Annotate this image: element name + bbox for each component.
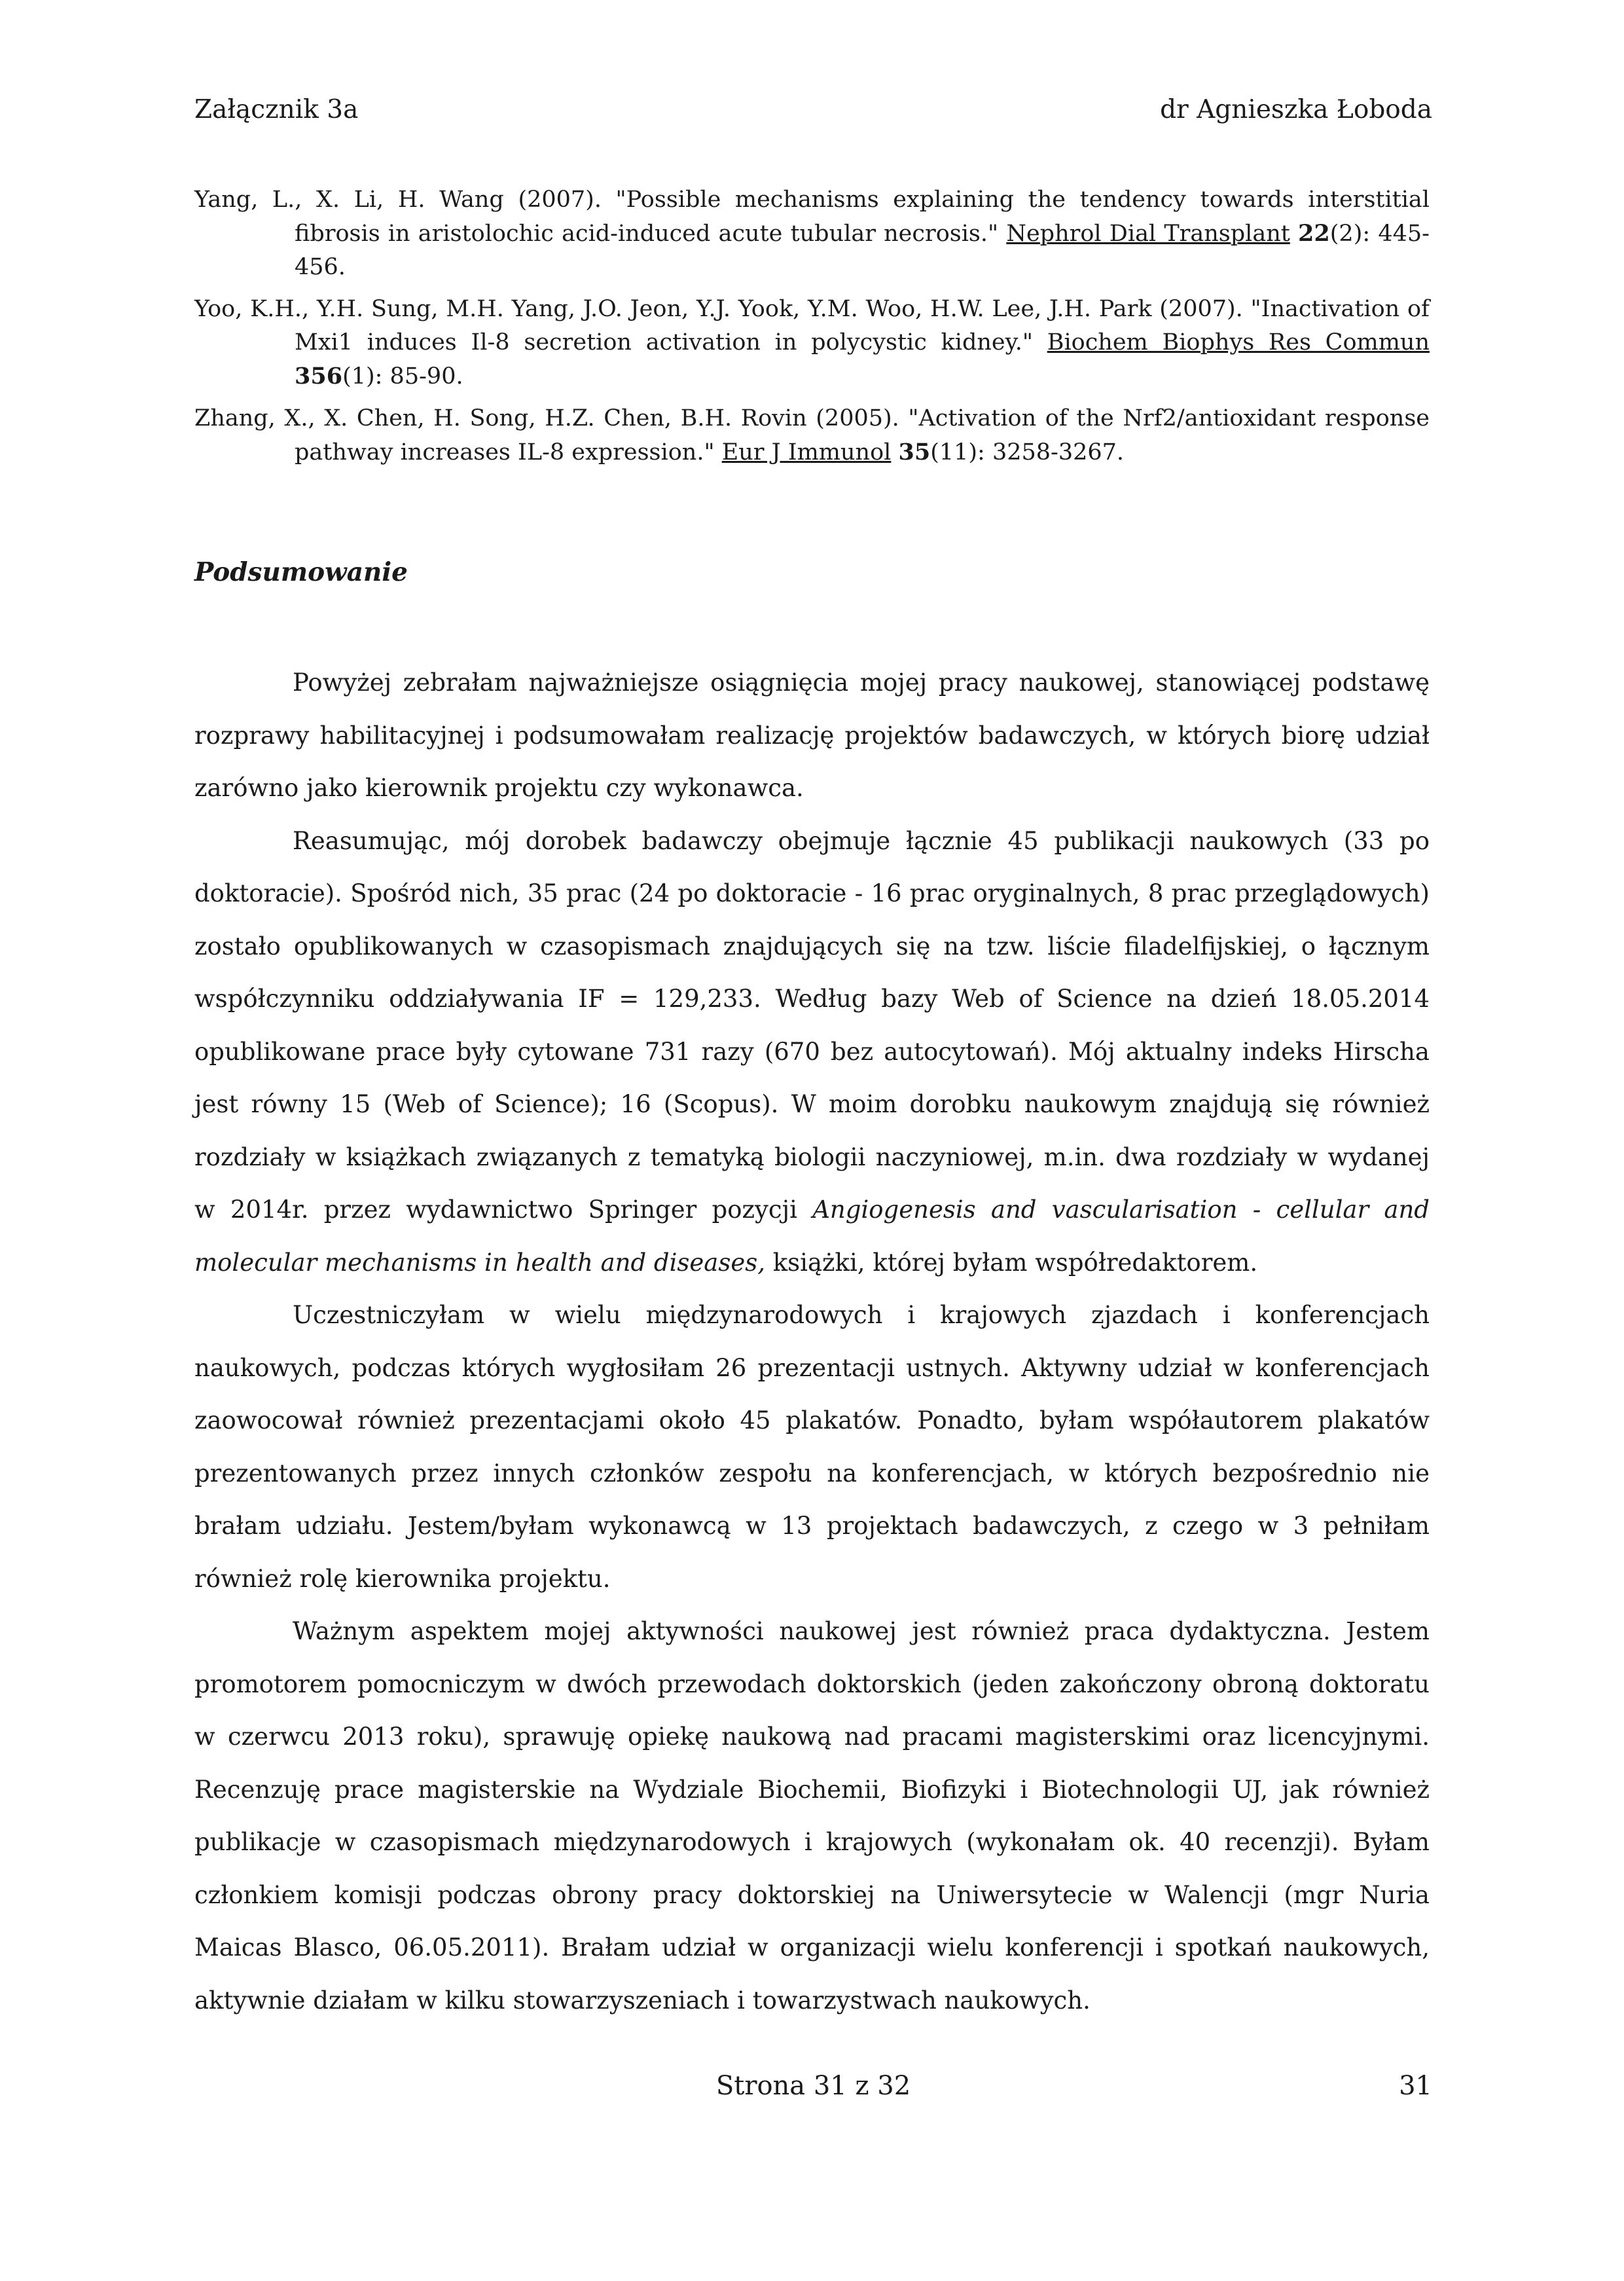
book-title: Angiogenesis and vascularisation - cellular and molecular mechanisms in health and diseases, bbox=[194, 1195, 1430, 1277]
reference-list bbox=[194, 183, 1430, 469]
journal-link[interactable]: Biochem Biophys Res Commun bbox=[1047, 329, 1430, 356]
page-footer bbox=[194, 2070, 1432, 2102]
summary-body bbox=[194, 657, 1430, 2027]
paragraph: Powyżej zebrałam najważniejsze osiągnięcia mojej pracy naukowej, stanowiącej podstawę rozprawy habilitacyjnej i podsumowałam realizację projektów badawczych, w których biorę udział zarówno jako kierownik projektu czy wykonawca. bbox=[194, 668, 1430, 802]
journal-link[interactable]: Nephrol Dial Transplant bbox=[1006, 221, 1290, 247]
paragraph: Ważnym aspektem mojej aktywności naukowej jest również praca dydaktyczna. Jestem promotorem pomocniczym w dwóch przewodach doktorskich (jeden zakończony obroną doktoratu w czerwcu 2013 roku), sprawuję opiekę naukową nad pracami magisterskimi oraz licencyjnymi. Recenzuję prace magisterskie na Wydziale Biochemii, Biofizyki i Biotechnologii UJ, jak również publikacje w czasopismach międzynarodowych i krajowych (wykonałam ok. 40 recenzji). Byłam członkiem komisji podczas obrony pracy doktorskiej na Uniwersytecie w Walencji (mgr Nuria Maicas Blasco, 06.05.2011). Brałam udział w organizacji wielu konferencji i spotkań naukowych, aktywnie działam w kilku stowarzyszeniach i towarzystwach naukowych. bbox=[194, 1617, 1430, 2015]
page-label: Strona 31 z 32 bbox=[715, 2071, 911, 2101]
journal-link[interactable]: Eur J Immunol bbox=[721, 439, 892, 465]
paragraph: Uczestniczyłam w wielu międzynarodowych i krajowych zjazdach i konferencjach naukowych, podczas których wygłosiłam 26 prezentacji ustnych. Aktywny udział w konferencjach zaowocował również prezentacjami około 45 plakatów. Ponadto, byłam współautorem plakatów prezentowanych przez innych członków zespołu na konferencjach, w których bezpośrednio nie brałam udziału. Jestem/byłam wykonawcą w 13 projektach badawczych, z czego w 3 pełniłam również rolę kierownika projektu. bbox=[194, 1301, 1430, 1593]
header-left: Załącznik 3a bbox=[194, 95, 359, 124]
reference-item: Zhang, X., X. Chen, H. Song, H.Z. Chen, B.H. Rovin (2005). "Activation of the Nrf2/antioxidant response pathway increases IL-8 expression." Eur J Immunol 35(11): 3258-3267. bbox=[194, 405, 1430, 465]
reference-item: Yoo, K.H., Y.H. Sung, M.H. Yang, J.O. Jeon, Y.J. Yook, Y.M. Woo, H.W. Lee, J.H. Park (2007). "Inactivation of Mxi1 induces Il-8 secretion activation in polycystic kidney." Biochem Biophys Res Commun 356(1): 85-90. bbox=[194, 296, 1430, 390]
reference-item: Yang, L., X. Li, H. Wang (2007). "Possible mechanisms explaining the tendency towards interstitial fibrosis in aristolochic acid-induced acute tubular necrosis." Nephrol Dial Transplant 22(2): 445-456. bbox=[194, 187, 1430, 280]
page-number: 31 bbox=[1399, 2071, 1432, 2101]
section-title: Podsumowanie bbox=[194, 557, 408, 587]
paragraph: Reasumując, mój dorobek badawczy obejmuje łącznie 45 publikacji naukowych (33 po doktoracie). Spośród nich, 35 prac (24 po doktoracie - 16 prac oryginalnych, 8 prac przeglądowych) zostało opublikowanych w czasopismach znajdujących się na tzw. liście filadelfijskiej, o łącznym współczynniku oddziaływania IF = 129,233. Według bazy Web of Science na dzień 18.05.2014 opublikowane prace były cytowane 731 razy (670 bez autocytowań). Mój aktualny indeks Hirscha jest równy 15 (Web of Science); 16 (Scopus). W moim dorobku naukowym znajdują się również rozdziały w książkach związanych z tematyką biologii naczyniowej, m.in. dwa rozdziały w wydanej w 2014r. przez wydawnictwo Springer pozycji Angiogenesis and vascularisation - cellular and molecular mechanisms in health and diseases, książki, której byłam współredaktorem. bbox=[194, 826, 1430, 1277]
header-right: dr Agnieszka Łoboda bbox=[1160, 95, 1432, 124]
page-header bbox=[194, 97, 1432, 122]
